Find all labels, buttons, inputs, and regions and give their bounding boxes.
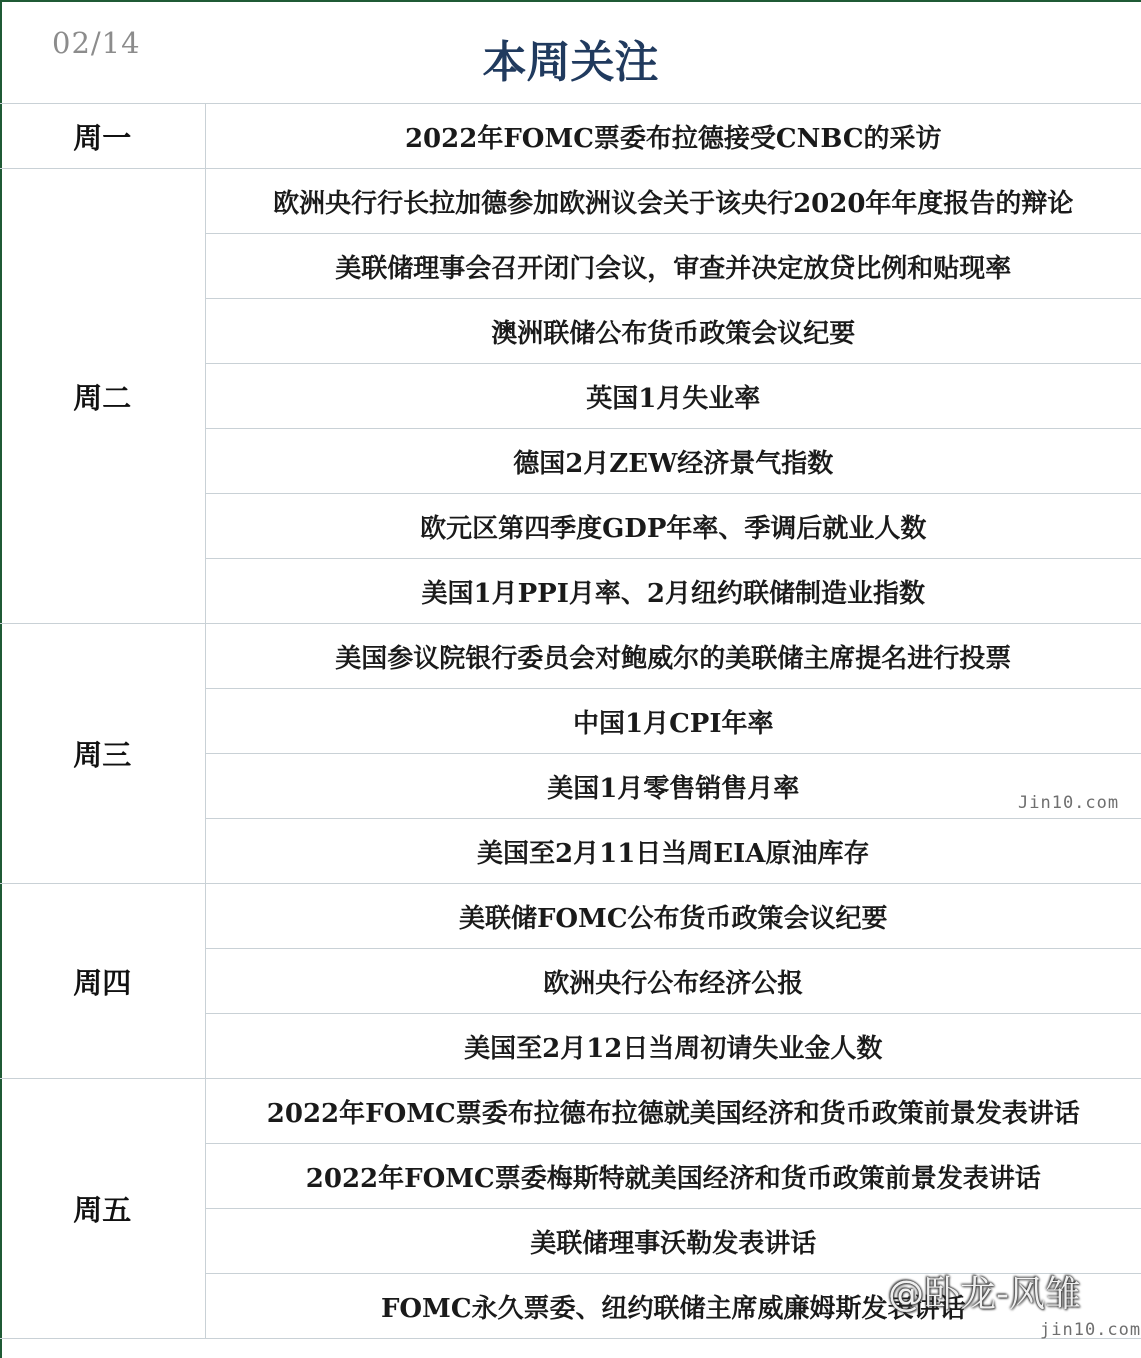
event-item: 英国1月失业率 bbox=[205, 364, 1141, 429]
day-label: 周一 bbox=[0, 104, 205, 169]
event-item: 德国2月ZEW经济景气指数 bbox=[205, 429, 1141, 494]
table-row bbox=[0, 169, 1141, 234]
event-item: 欧洲央行公布经济公报 bbox=[205, 949, 1141, 1014]
event-item: 2022年FOMC票委梅斯特就美国经济和货币政策前景发表讲话 bbox=[205, 1144, 1141, 1209]
event-item: 中国1月CPI年率 bbox=[205, 689, 1141, 754]
table-row bbox=[0, 884, 1141, 949]
event-item: 欧洲央行行长拉加德参加欧洲议会关于该央行2020年年度报告的辩论 bbox=[205, 169, 1141, 234]
event-item: 2022年FOMC票委布拉德布拉德就美国经济和货币政策前景发表讲话 bbox=[205, 1079, 1141, 1144]
event-item: 美国至2月12日当周初请失业金人数 bbox=[205, 1014, 1141, 1079]
event-item: 美国1月PPI月率、2月纽约联储制造业指数 bbox=[205, 559, 1141, 624]
table-row bbox=[0, 624, 1141, 689]
event-item: 美国参议院银行委员会对鲍威尔的美联储主席提名进行投票 bbox=[205, 624, 1141, 689]
day-label: 周三 bbox=[0, 624, 205, 884]
event-item: FOMC永久票委、纽约联储主席威廉姆斯发表讲话 bbox=[205, 1274, 1141, 1339]
day-label: 周五 bbox=[0, 1079, 205, 1339]
day-label: 周四 bbox=[0, 884, 205, 1079]
event-item: 澳洲联储公布货币政策会议纪要 bbox=[205, 299, 1141, 364]
event-item: 美国至2月11日当周EIA原油库存 bbox=[205, 819, 1141, 884]
event-item: 美联储理事沃勒发表讲话 bbox=[205, 1209, 1141, 1274]
event-item: 美联储FOMC公布货币政策会议纪要 bbox=[205, 884, 1141, 949]
date-label: 02/14 bbox=[52, 26, 141, 60]
site-watermark-bottom: jin10.com bbox=[1040, 1320, 1141, 1340]
event-item: 2022年FOMC票委布拉德接受CNBC的采访 bbox=[205, 104, 1141, 169]
weekly-schedule-table bbox=[0, 103, 1141, 1339]
table-row bbox=[0, 104, 1141, 169]
page-title: 本周关注 bbox=[482, 37, 659, 88]
table-row bbox=[0, 1079, 1141, 1144]
event-item: 欧元区第四季度GDP年率、季调后就业人数 bbox=[205, 494, 1141, 559]
day-label: 周二 bbox=[0, 169, 205, 624]
event-item: 美国1月零售销售月率 bbox=[205, 754, 1141, 819]
header bbox=[0, 0, 1141, 103]
author-signature: @卧龙-风雏 bbox=[888, 1274, 1081, 1315]
site-watermark: Jin10.com bbox=[1018, 793, 1120, 813]
event-item: 美联储理事会召开闭门会议，审查并决定放贷比例和贴现率 bbox=[205, 234, 1141, 299]
